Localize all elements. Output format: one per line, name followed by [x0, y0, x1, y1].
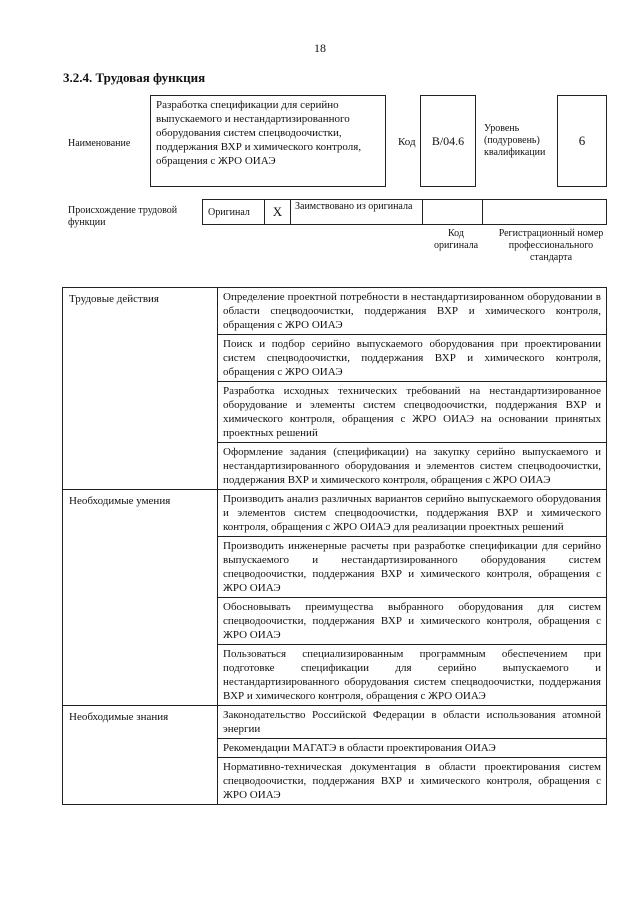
table-cell: Нормативно-техническая документация в области проектирования систем спецводоочистки, поддержания ВХР и химического контроля, обращения с ЖРО ОИАЭ [218, 758, 607, 805]
original-code-cell [422, 199, 482, 225]
row-header-labor-actions: Трудовые действия [63, 288, 218, 490]
table-cell: Законодательство Российской Федерации в области использования атомной энергии [218, 706, 607, 739]
reg-number-caption: Регистрационный номер профессионального стандарта [498, 228, 604, 263]
table-cell: Производить анализ различных вариантов серийно выпускаемого оборудования и элементов систем спецводоочистки, поддержания ВХР и химического контроля, обращения с ЖРО ОИАЭ для реализации проектных решений [218, 490, 607, 537]
name-label: Наименование [68, 138, 131, 149]
table-cell: Поиск и подбор серийно выпускаемого оборудования при проектировании систем спецводоочистки, поддержания ВХР и химического контроля, обращения с ЖРО ОИАЭ [218, 335, 607, 382]
table-row [63, 288, 607, 335]
original-mark-cell: X [264, 199, 290, 225]
code-value-box: В/04.6 [420, 95, 476, 187]
level-label: Уровень (подуровень) квалификации [484, 123, 546, 158]
table-cell: Обосновывать преимущества выбранного оборудования для систем спецводоочистки, поддержания ВХР и химического контроля, обращения с ЖРО ОИАЭ [218, 598, 607, 645]
original-cell: Оригинал [202, 199, 264, 225]
page-number: 18 [314, 41, 326, 55]
name-value-box: Разработка спецификации для серийно выпускаемого и нестандартизированного оборудования систем спецводоочистки, поддержания ВХР и химического контроля, обращения с ЖРО ОИАЭ [150, 95, 386, 187]
original-code-caption: Код оригинала [433, 228, 479, 251]
function-table [62, 287, 607, 805]
table-row [63, 490, 607, 537]
table-cell: Разработка исходных технических требований на нестандартизированное оборудование и элементы систем спецводоочистки, поддержания ВХР и химического контроля, обращения с ЖРО ОИАЭ на основании принятых проектных решений [218, 382, 607, 443]
code-label: Код [398, 136, 416, 148]
origin-label: Происхождение трудовой функции [68, 205, 178, 228]
level-value-box: 6 [557, 95, 607, 187]
borrowed-cell: Заимствовано из оригинала [290, 199, 422, 225]
reg-number-cell [482, 199, 607, 225]
table-cell: Пользоваться специализированным программным обеспечением при подготовке спецификации для серийно выпускаемого и нестандартизированного оборудования систем спецводоочистки, поддержания ВХР и химического контроля, обращения с ЖРО ОИАЭ [218, 645, 607, 706]
table-cell: Оформление задания (спецификации) на закупку серийно выпускаемого и нестандартизированного оборудования и элементов систем спецводоочистки, поддержания ВХР и химического контроля, обращения с ЖРО ОИАЭ [218, 443, 607, 490]
table-cell: Определение проектной потребности в нестандартизированном оборудовании в области спецводоочистки, поддержания ВХР и химического контроля, обращения с ЖРО ОИАЭ [218, 288, 607, 335]
row-header-skills: Необходимые умения [63, 490, 218, 706]
table-cell: Производить инженерные расчеты при разработке спецификации для серийно выпускаемого и нестандартизированного оборудования систем спецводоочистки, поддержания ВХР и химического контроля, обращения с ЖРО ОИАЭ [218, 537, 607, 598]
section-title: 3.2.4. Трудовая функция [63, 70, 206, 85]
origin-row [202, 199, 607, 225]
table-cell: Рекомендации МАГАТЭ в области проектирования ОИАЭ [218, 739, 607, 758]
table-row [63, 706, 607, 739]
row-header-knowledge: Необходимые знания [63, 706, 218, 805]
